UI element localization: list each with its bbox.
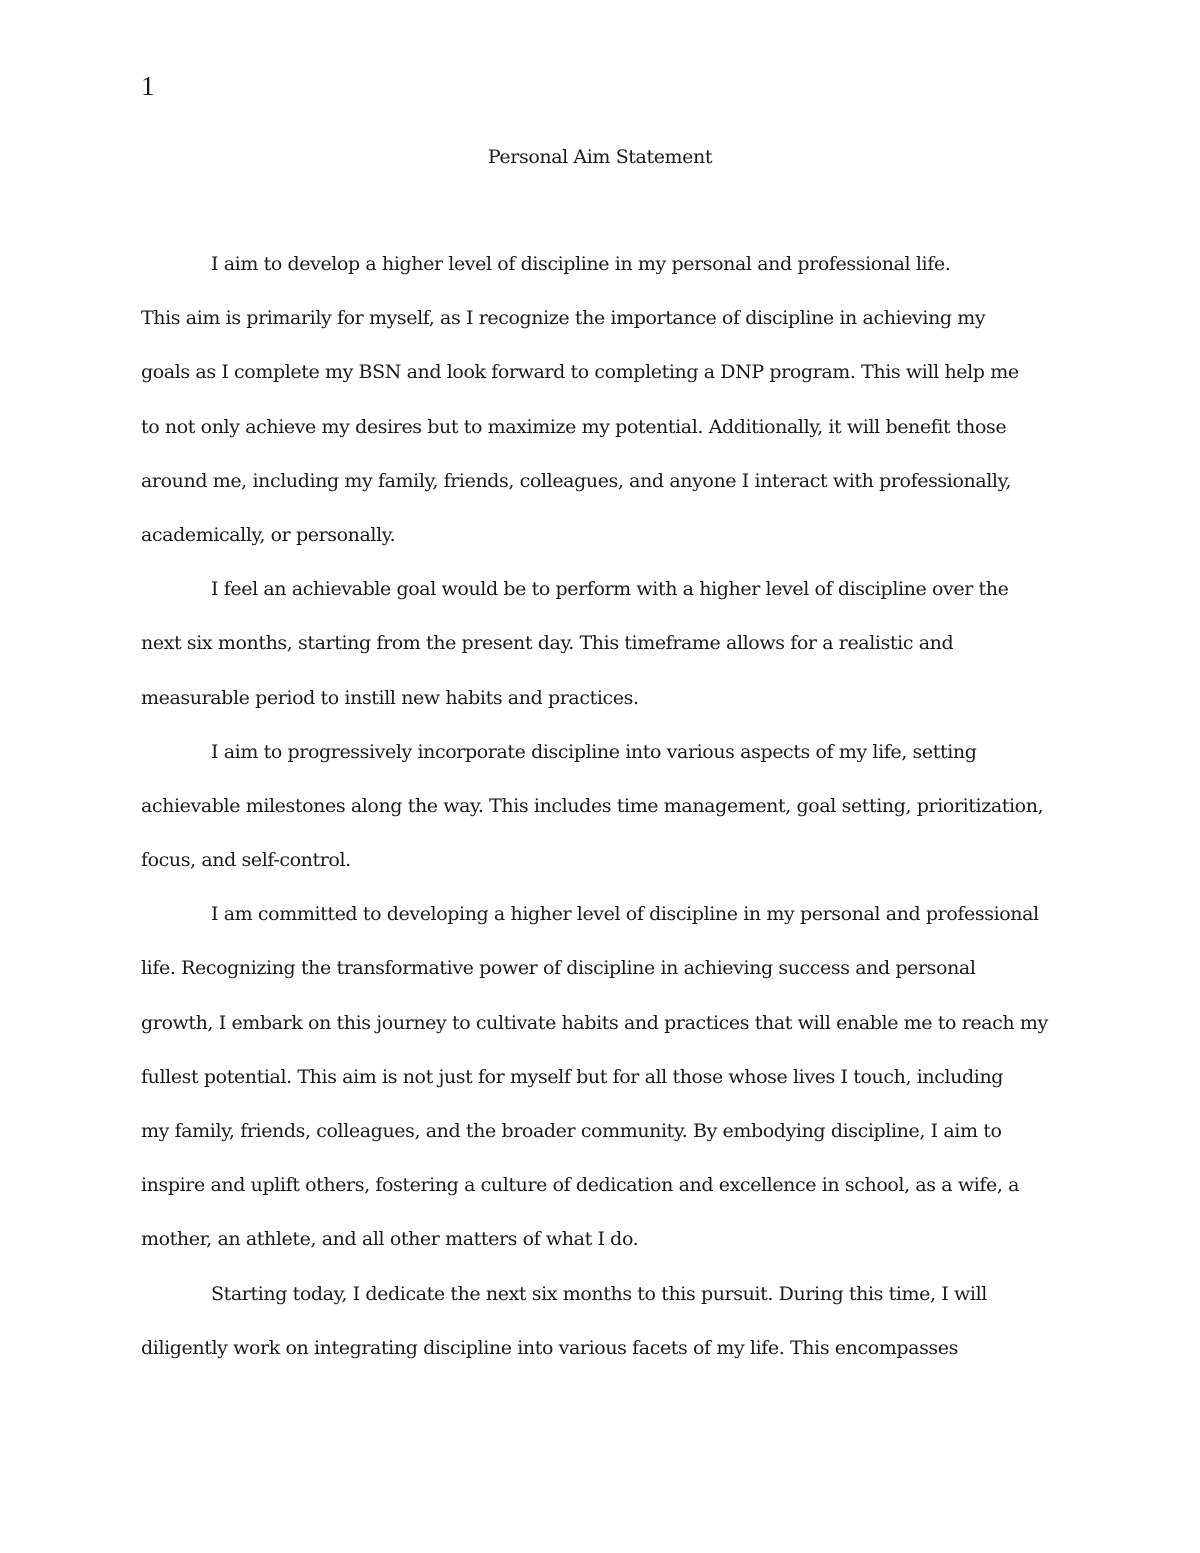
body-text-line: achievable milestones along the way. This includes time management, goal setting, prioritization,: [141, 794, 1044, 817]
body-text-line: diligently work on integrating discipline into various facets of my life. This encompasses: [141, 1336, 958, 1359]
body-text-line: I aim to develop a higher level of discipline in my personal and professional life.: [211, 253, 951, 275]
body-text-line: life. Recognizing the transformative power of discipline in achieving success and personal: [141, 957, 976, 980]
body-text-line: my family, friends, colleagues, and the broader community. By embodying discipline, I aim to: [141, 1120, 1002, 1142]
body-text-line: fullest potential. This aim is not just for myself but for all those whose lives I touch, including: [141, 1065, 1004, 1088]
body-text-line: growth, I embark on this journey to cultivate habits and practices that will enable me to reach my: [141, 1011, 1048, 1034]
body-text-line: academically, or personally.: [141, 523, 396, 546]
page-number: 1: [141, 71, 155, 101]
body-text-line: focus, and self-control.: [141, 849, 351, 872]
body-text-line: I aim to progressively incorporate discipline into various aspects of my life, setting: [211, 740, 977, 763]
body-text-line: This aim is primarily for myself, as I recognize the importance of discipline in achieving my: [141, 307, 986, 330]
body-text-line: to not only achieve my desires but to maximize my potential. Additionally, it will benefit those: [141, 415, 1007, 438]
document-body: [141, 250, 1071, 1388]
body-text-line: I am committed to developing a higher level of discipline in my personal and professional: [211, 903, 1039, 926]
body-text-line: inspire and uplift others, fostering a culture of dedication and excellence in school, as a wife, a: [141, 1174, 1020, 1197]
body-text-line: Starting today, I dedicate the next six months to this pursuit. During this time, I will: [211, 1282, 987, 1305]
body-text-line: mother, an athlete, and all other matters of what I do.: [141, 1228, 639, 1251]
body-text-line: next six months, starting from the present day. This timeframe allows for a realistic and: [141, 632, 954, 655]
document-title: Personal Aim Statement: [487, 146, 713, 168]
body-text-line: around me, including my family, friends, colleagues, and anyone I interact with professionally,: [141, 469, 1012, 492]
body-text-line: I feel an achievable goal would be to perform with a higher level of discipline over the: [211, 578, 1009, 601]
body-text-line: measurable period to instill new habits and practices.: [141, 686, 639, 709]
body-text-line: goals as I complete my BSN and look forward to completing a DNP program. This will help me: [141, 361, 1019, 384]
